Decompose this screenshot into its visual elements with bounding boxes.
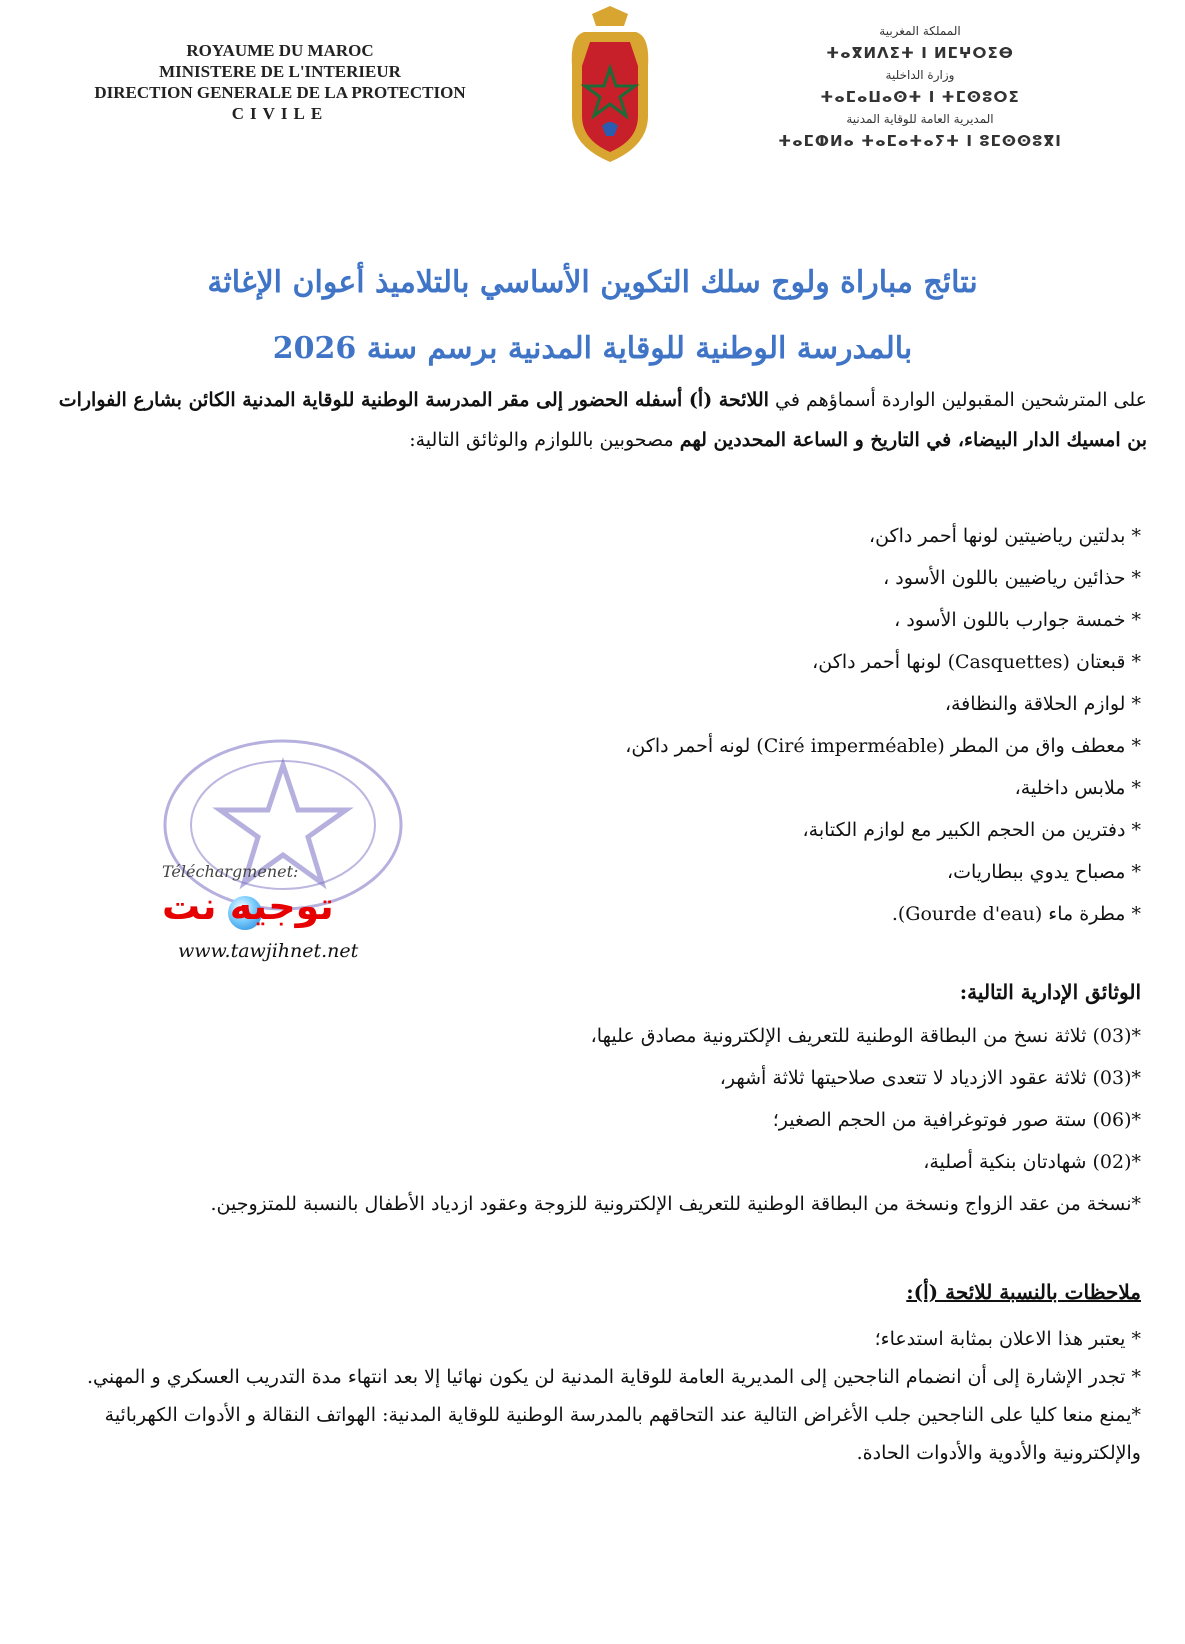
intro-part2: مصحوبين باللوازم والوثائق التالية: bbox=[409, 429, 680, 451]
title-line2: بالمدرسة الوطنية للوقاية المدنية برسم سنة 2026 bbox=[272, 331, 913, 366]
list-item: *(03) ثلاثة عقود الازدياد لا تتعدى صلاحيتها ثلاثة أشهر، bbox=[719, 1067, 1141, 1089]
required-items-list bbox=[400, 515, 1141, 935]
intro-part1: على المترشحين المقبولين الواردة أسماؤهم في bbox=[768, 389, 1147, 411]
list-item bbox=[400, 515, 1141, 557]
list-item bbox=[400, 641, 1141, 683]
header-ar-line3: وزارة الداخلية bbox=[885, 68, 955, 82]
list-item bbox=[400, 767, 1141, 809]
watermark-top-text: Téléchargmenet: bbox=[162, 862, 299, 881]
list-item bbox=[400, 851, 1141, 893]
intro-bold: اللائحة (أ) أسفله الحضور إلى مقر المدرسة الوطنية للوقاية المدنية الكائن بشارع الفوارات بن امسيك الدار البيضاء، في التاريخ و الساعة المحددين لهم bbox=[58, 389, 1147, 451]
watermark-url: www.tawjihnet.net bbox=[178, 940, 359, 962]
header-ar-line2: ⵜⴰⴳⵍⴷⵉⵜ ⵏ ⵍⵎⵖⵔⵉⴱ bbox=[826, 44, 1014, 62]
watermark-logo-text: توجيه نت bbox=[162, 884, 334, 928]
document-title bbox=[80, 250, 1105, 382]
list-item: *يمنع منعا كليا على الناجحين جلب الأغراض التالية عند التحاقهم بالمدرسة الوطنية للوقاية المدنية: الهواتف النقالة و الأدوات الكهربائية والإلكترونية والأدوية والأدوات الحادة. bbox=[104, 1404, 1141, 1464]
list-item: *نسخة من عقد الزواج ونسخة من البطاقة الوطنية للتعريف الإلكترونية للزوجة وعقود ازدياد الأطفال بالنسبة للمتزوجين. bbox=[210, 1193, 1141, 1215]
header-ar-line1: المملكة المغربية bbox=[879, 24, 961, 38]
header-fr-line1: ROYAUME DU MAROC bbox=[186, 41, 374, 60]
admin-docs-list bbox=[190, 1015, 1141, 1225]
list-item: *(02) شهادتان بنكية أصلية، bbox=[923, 1151, 1141, 1173]
title-line1: نتائج مباراة ولوج سلك التكوين الأساسي بالتلاميذ أعوان الإغاثة bbox=[207, 265, 978, 300]
header-ar-line6: ⵜⴰⵎⵀⵍⴰ ⵜⴰⵎⴰⵜⴰⵢⵜ ⵏ ⵓⵎⵙⵙⵓⴳⵏ bbox=[778, 132, 1062, 150]
list-item: * يعتبر هذا الاعلان بمثابة استدعاء؛ bbox=[874, 1328, 1141, 1350]
item-text: * ملابس داخلية، bbox=[1014, 777, 1141, 799]
header-fr-line3: DIRECTION GENERALE DE LA PROTECTION bbox=[94, 83, 466, 102]
list-item bbox=[400, 557, 1141, 599]
tawjihnet-watermark bbox=[158, 862, 398, 972]
admin-docs-heading: الوثائق الإدارية التالية: bbox=[959, 980, 1141, 1004]
notes-list bbox=[38, 1320, 1141, 1472]
list-item bbox=[400, 599, 1141, 641]
list-item: * تجدر الإشارة إلى أن انضمام الناجحين إلى المديرية العامة للوقاية المدنية لن يكون نهائيا إلا بعد انتهاء مدة التدريب العسكري و المهني. bbox=[87, 1366, 1141, 1388]
coat-of-arms-icon bbox=[562, 6, 658, 166]
intro-paragraph bbox=[38, 380, 1147, 460]
item-text: * معطف واق من المطر (Ciré imperméable) لونه أحمر داكن، bbox=[625, 735, 1141, 757]
item-text: * لوازم الحلاقة والنظافة، bbox=[944, 693, 1141, 715]
header-fr-line2: MINISTERE DE L'INTERIEUR bbox=[159, 62, 401, 81]
list-item bbox=[400, 809, 1141, 851]
list-item: *(03) ثلاثة نسخ من البطاقة الوطنية للتعريف الإلكترونية مصادق عليها، bbox=[590, 1025, 1141, 1047]
header-arabic-block bbox=[770, 20, 1070, 152]
list-item bbox=[400, 725, 1141, 767]
header-ar-line5: المديرية العامة للوقاية المدنية bbox=[846, 112, 994, 126]
header-fr-line4: CIVILE bbox=[231, 104, 329, 123]
header-french-block bbox=[70, 40, 490, 124]
header-ar-line4: ⵜⴰⵎⴰⵡⴰⵙⵜ ⵏ ⵜⵎⵙⵓⵔⵉ bbox=[820, 88, 1020, 106]
list-item: *(06) ستة صور فوتوغرافية من الحجم الصغير؛ bbox=[772, 1109, 1141, 1131]
list-item bbox=[400, 893, 1141, 935]
item-text: * مطرة ماء (Gourde d'eau). bbox=[891, 903, 1141, 925]
list-item bbox=[400, 683, 1141, 725]
item-text: * خمسة جوارب باللون الأسود ، bbox=[894, 609, 1141, 631]
item-text: * قبعتان (Casquettes) لونها أحمر داكن، bbox=[812, 651, 1141, 673]
item-text: * بدلتين رياضيتين لونها أحمر داكن، bbox=[868, 525, 1141, 547]
notes-heading: ملاحظات بالنسبة للائحة (أ): bbox=[906, 1280, 1141, 1304]
item-text: * حذائين رياضيين باللون الأسود ، bbox=[883, 567, 1141, 589]
item-text: * دفترين من الحجم الكبير مع لوازم الكتابة، bbox=[802, 819, 1141, 841]
item-text: * مصباح يدوي ببطاريات، bbox=[946, 861, 1141, 883]
